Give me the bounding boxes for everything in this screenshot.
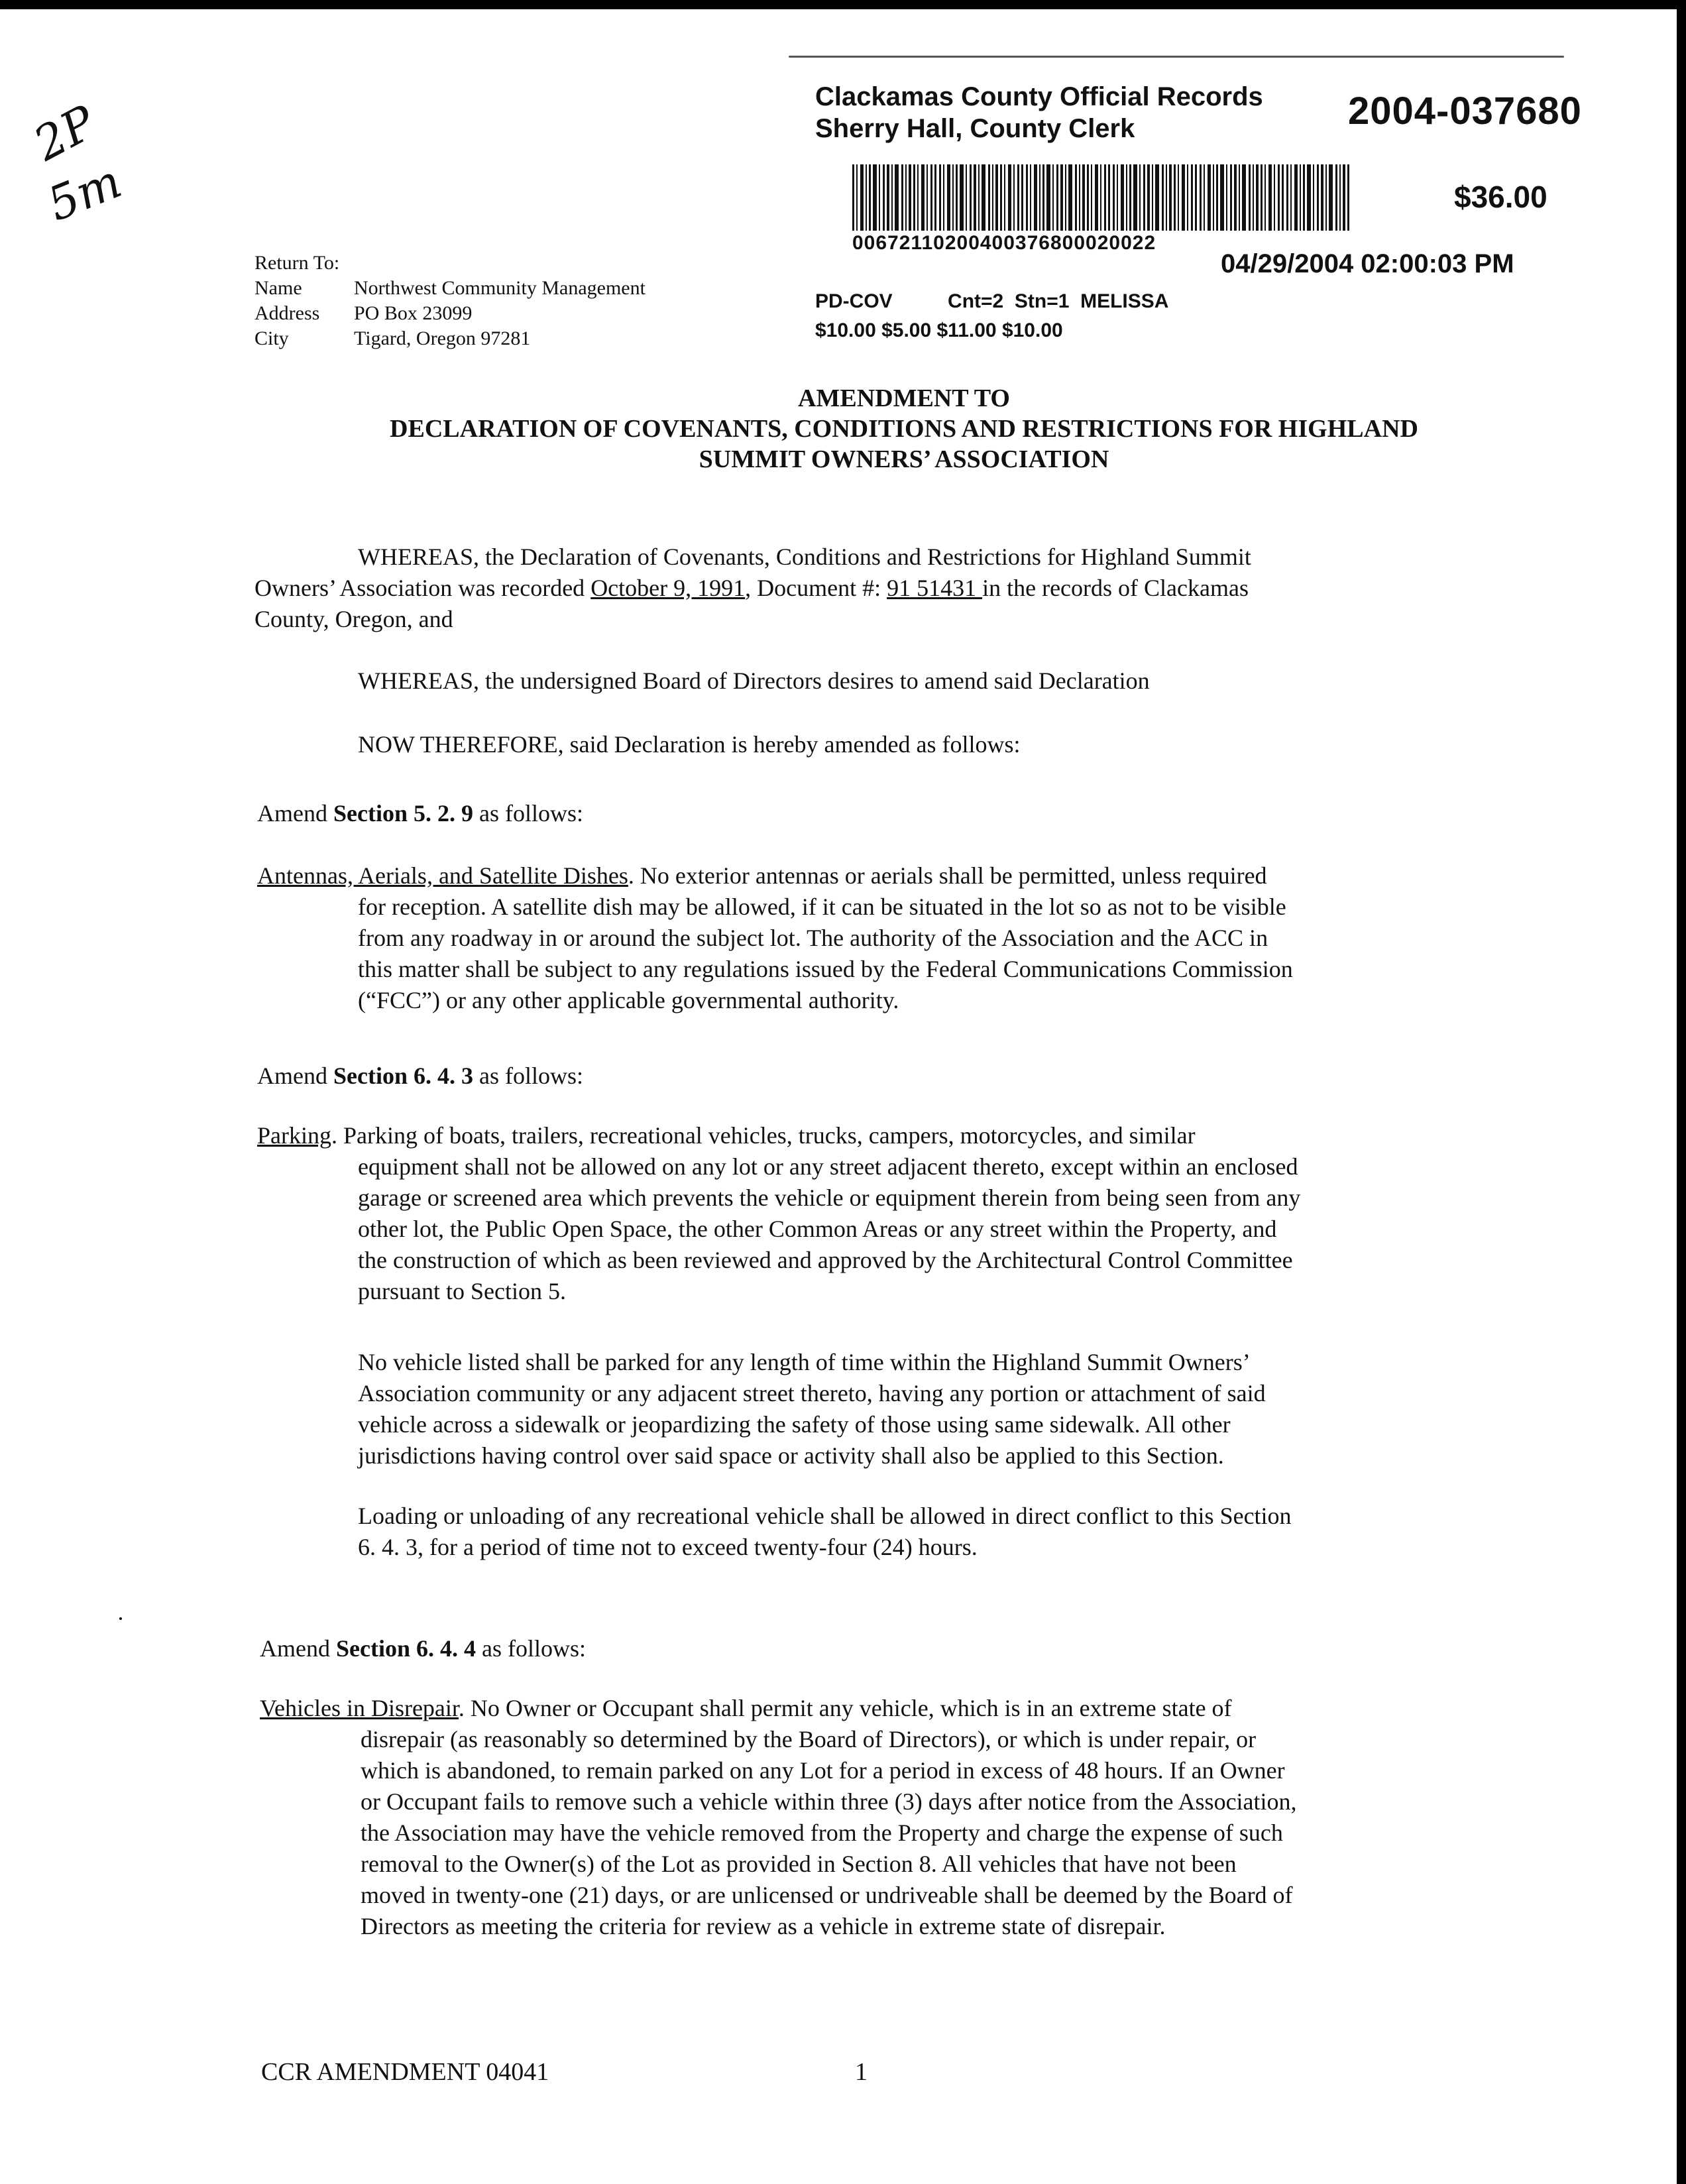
text-line: WHEREAS, the Declaration of Covenants, Conditions and Restrictions for Highland Summit [358,544,1251,570]
text-line: (“FCC”) or any other applicable governmental authority. [358,987,899,1013]
document-title [254,383,1553,475]
return-to-heading: Return To: [254,252,340,274]
station-code: Stn=1 [1014,290,1070,312]
barcode-bar [1004,164,1005,231]
barcode-bar [956,164,958,231]
barcode-bar [1339,164,1341,231]
text-line: Loading or unloading of any recreational vehicle shall be allowed in direct conflict to this Section [358,1503,1292,1529]
scan-speck [119,1617,122,1620]
barcode-bar [1230,164,1232,231]
fee-breakdown: $10.00 $5.00 $11.00 $10.00 [815,319,1063,341]
barcode-bar [952,164,954,231]
handwritten-note-line2: 5m [40,154,129,232]
recorded-timestamp: 04/29/2004 02:00:03 PM [1221,249,1514,278]
now-therefore-paragraph [358,729,1020,760]
barcode-bar [1143,164,1145,231]
barcode-bar [1087,164,1089,231]
section-heading: Vehicles in Disrepair [260,1695,459,1721]
text-line: vehicle across a sidewalk or jeopardizing the safety of those using same sidewalk. All other [358,1411,1231,1438]
barcode-bar [1329,164,1333,231]
no-vehicle-paragraph [358,1347,1266,1471]
text-line: for reception. A satellite dish may be allowed, if it can be situated in the lot so as not to be visible [358,893,1286,920]
text-span: . No exterior antennas or aerials shall be permitted, unless required [628,862,1267,889]
text-line: pursuant to Section 5. [358,1278,566,1304]
barcode-bar [1147,164,1150,231]
barcode-bar [921,164,925,231]
barcode-bar [1108,164,1110,231]
text-line: NOW THEREFORE, said Declaration is hereby amended as follows: [358,731,1021,758]
name-label: Name [254,277,302,299]
barcode-bar [1017,164,1019,231]
barcode-bar [978,164,980,231]
barcode-bar [1204,164,1205,231]
text-line: equipment shall not be allowed on any lot or any street adjacent thereto, except within an enclosed [358,1153,1298,1180]
barcode-bar [1249,164,1251,231]
recorder-office: Clackamas County Official Records [815,82,1263,111]
text-line [260,1633,586,1664]
title-line2: DECLARATION OF COVENANTS, CONDITIONS AND RESTRICTIONS FOR HIGHLAND [390,415,1418,443]
barcode-bar [1317,164,1319,231]
barcode-bar [1113,164,1115,231]
barcode-bar [1178,164,1179,231]
barcode-bar [1213,164,1214,231]
barcode-bar [1139,164,1141,231]
scan-border-right [1677,0,1686,2184]
text-line [257,798,583,829]
text-span: , Document #: [745,575,887,601]
document-reference: 91 51431 [887,575,983,601]
barcode-bar [895,164,899,231]
barcode-bar [1021,164,1023,231]
barcode-bar [1052,164,1054,231]
barcode-bar [1121,164,1124,231]
barcode-bar [930,164,932,231]
barcode-bar [1239,164,1240,231]
barcode-bar [909,164,911,231]
barcode-bar [1166,164,1167,231]
text-line: this matter shall be subject to any regulations issued by the Federal Communications Commission [358,956,1293,982]
barcode-bar [1321,164,1323,231]
text-span: Owners’ Association was recorded [254,575,591,601]
barcode-bar [934,164,936,231]
barcode-bar [1065,164,1066,231]
barcode [852,164,1353,231]
barcode-bar [1191,164,1193,231]
barcode-bar [1117,164,1118,231]
barcode-bar [1091,164,1092,231]
text-line: removal to the Owner(s) of the Lot as provided in Section 8. All vehicles that have not been [361,1851,1237,1877]
barcode-bar [869,164,871,231]
barcode-bar [891,164,893,231]
text-span: Amend [260,1635,336,1662]
barcode-bar [1264,164,1266,231]
recorder-clerk: Sherry Hall, County Clerk [815,114,1135,143]
barcode-bar [1294,164,1298,231]
parking-paragraph [257,1120,1300,1307]
barcode-bar [1155,164,1159,231]
fee-total: $36.00 [1454,180,1547,214]
barcode-bar [1000,164,1002,231]
barcode-bar [901,164,903,231]
barcode-bar [1075,164,1077,231]
text-line: or Occupant fails to remove such a vehicle within three (3) days after notice from the Association, [361,1788,1297,1815]
text-line: 6. 4. 3, for a period of time not to exceed twenty-four (24) hours. [358,1534,978,1560]
text-line: the Association may have the vehicle removed from the Property and charge the expense of such [361,1819,1283,1846]
barcode-bar [1234,164,1237,231]
barcode-bar [1126,164,1127,231]
barcode-bar [1039,164,1040,231]
barcode-bar [1303,164,1305,231]
text-line [257,860,1293,891]
barcode-bar [879,164,880,231]
text-span: Amend [257,800,333,827]
document-type-code: PD-COV [815,290,893,312]
barcode-bar [1082,164,1085,231]
header-rule [789,56,1564,58]
barcode-bar [1013,164,1015,231]
barcode-bar [1226,164,1227,231]
barcode-bar [1300,164,1301,231]
barcode-bar [1290,164,1292,231]
text-line: other lot, the Public Open Space, the other Common Areas or any street within the Property, and [358,1216,1277,1242]
barcode-bar [1100,164,1101,231]
barcode-bar [974,164,976,231]
page-number: 1 [855,2058,868,2086]
barcode-bar [1169,164,1172,231]
barcode-bar [1060,164,1063,231]
text-line: jurisdictions having control over said space or activity shall also be applied to this Section. [358,1442,1224,1469]
antennas-paragraph [257,860,1293,1016]
barcode-bar [1261,164,1263,231]
barcode-bar [860,164,864,231]
barcode-bar [1216,164,1218,231]
barcode-bar [1187,164,1188,231]
barcode-bar [939,164,941,231]
text-span: . Parking of boats, trailers, recreational vehicles, trucks, campers, motorcycles, and similar [331,1122,1196,1149]
barcode-bar [1253,164,1254,231]
barcode-bar [1347,164,1349,231]
amend-heading-3 [260,1633,586,1664]
barcode-bar [1220,164,1224,231]
text-line: County, Oregon, and [254,606,453,632]
barcode-bar [1307,164,1311,231]
barcode-bar [1030,164,1031,231]
return-address: PO Box 23099 [354,302,473,324]
text-span: as follows: [473,800,583,827]
barcode-bar [1335,164,1337,231]
barcode-bar [1195,164,1197,231]
city-label: City [254,327,289,349]
barcode-bar [1046,164,1050,231]
text-span: in the records of Clackamas [982,575,1249,601]
text-line: Directors as meeting the criteria for review as a vehicle in extreme state of disrepair. [361,1913,1166,1939]
barcode-bar [1129,164,1131,231]
section-number: Section 6. 4. 4 [335,1635,476,1662]
barcode-bar [905,164,907,231]
text-span: . No Owner or Occupant shall permit any vehicle, which is in an extreme state of [458,1695,1232,1721]
barcode-bar [856,164,858,231]
barcode-bar [1278,164,1280,231]
section-heading: Antennas, Aerials, and Satellite Dishes [257,862,628,889]
loading-paragraph [358,1501,1292,1563]
text-span: as follows: [475,1635,586,1662]
barcode-bar [883,164,885,231]
vehicles-paragraph [260,1693,1297,1942]
barcode-bar [852,164,854,231]
barcode-bar [982,164,985,231]
return-to-block [254,251,646,351]
barcode-bar [988,164,990,231]
text-line: from any roadway in or around the subject lot. The authority of the Association and the ACC in [358,925,1268,951]
title-line3: SUMMIT OWNERS’ ASSOCIATION [699,445,1109,473]
barcode-bar [966,164,967,231]
section-number: Section 6. 4. 3 [333,1063,473,1089]
barcode-bar [1313,164,1314,231]
text-line: WHEREAS, the undersigned Board of Directors desires to amend said Declaration [358,667,1150,694]
barcode-bar [1208,164,1211,231]
section-heading: Parking [257,1122,331,1149]
footer-label: CCR AMENDMENT 04041 [261,2058,549,2086]
barcode-bar [995,164,998,231]
barcode-bar [1200,164,1202,231]
text-line: garage or screened area which prevents the vehicle or equipment therein from being seen from any [358,1184,1301,1211]
barcode-bar [992,164,993,231]
text-line: No vehicle listed shall be parked for any length of time within the Highland Summit Owners’ [358,1349,1251,1375]
barcode-bar [1079,164,1080,231]
barcode-bar [1152,164,1153,231]
return-city: Tigard, Oregon 97281 [354,327,531,349]
text-line: which is abandoned, to remain parked on any Lot for a period in excess of 48 hours. If an Owner [361,1757,1285,1784]
section-number: Section 5. 2. 9 [333,800,473,827]
barcode-bar [1034,164,1037,231]
barcode-bar [960,164,964,231]
text-line: the construction of which as been reviewed and approved by the Architectural Control Committee [358,1247,1293,1273]
amend-heading-2 [257,1061,583,1092]
barcode-bar [927,164,928,231]
whereas-paragraph-1 [254,542,1251,635]
barcode-bar [1242,164,1246,231]
clerk-name: MELISSA [1080,290,1169,312]
barcode-bar [943,164,944,231]
title-line1: AMENDMENT TO [798,384,1010,412]
barcode-bar [887,164,889,231]
barcode-bar [1282,164,1284,231]
text-line: disrepair (as reasonably so determined by the Board of Directors), or which is under repair, or [361,1726,1257,1753]
handwritten-note-line1: 2P [25,95,105,172]
amend-heading-1 [257,798,583,829]
text-span: as follows: [473,1063,583,1089]
barcode-bar [1182,164,1185,231]
barcode-bar [866,164,867,231]
barcode-bar [1162,164,1164,231]
barcode-bar [970,164,972,231]
barcode-bar [1056,164,1058,231]
text-line [260,1693,1297,1724]
text-line: Association community or any adjacent street thereto, having any portion or attachment of said [358,1380,1266,1407]
barcode-bar [1068,164,1072,231]
recorded-date: October 9, 1991 [590,575,746,601]
address-label: Address [254,302,320,324]
text-line [254,573,1251,604]
barcode-bar [1325,164,1327,231]
document-number: 2004-037680 [1348,89,1582,133]
barcode-bar [1286,164,1288,231]
barcode-bar [1095,164,1098,231]
barcode-bar [1343,164,1345,231]
text-span: Amend [257,1063,333,1089]
text-line [257,1061,583,1092]
barcode-bar [1026,164,1028,231]
barcode-bar [873,164,877,231]
text-line: moved in twenty-one (21) days, or are unlicensed or undriveable shall be deemed by the Board of [361,1882,1293,1908]
text-line [257,1120,1300,1151]
scan-border-top [0,0,1686,9]
return-name: Northwest Community Management [354,277,646,299]
barcode-bar [1042,164,1044,231]
barcode-bar [947,164,950,231]
barcode-bar [1274,164,1275,231]
recorder-heading [815,81,1263,144]
count-code: Cnt=2 [948,290,1004,312]
recording-codes [815,290,1168,313]
barcode-bar [1133,164,1137,231]
barcode-bar [1256,164,1259,231]
barcode-bar [913,164,915,231]
barcode-bar [917,164,919,231]
barcode-bar [1268,164,1272,231]
barcode-number: 00672110200400376800020022 [852,232,1156,254]
barcode-bar [1104,164,1106,231]
whereas-paragraph-2 [358,665,1150,697]
barcode-bar [1174,164,1176,231]
barcode-bar [1008,164,1011,231]
